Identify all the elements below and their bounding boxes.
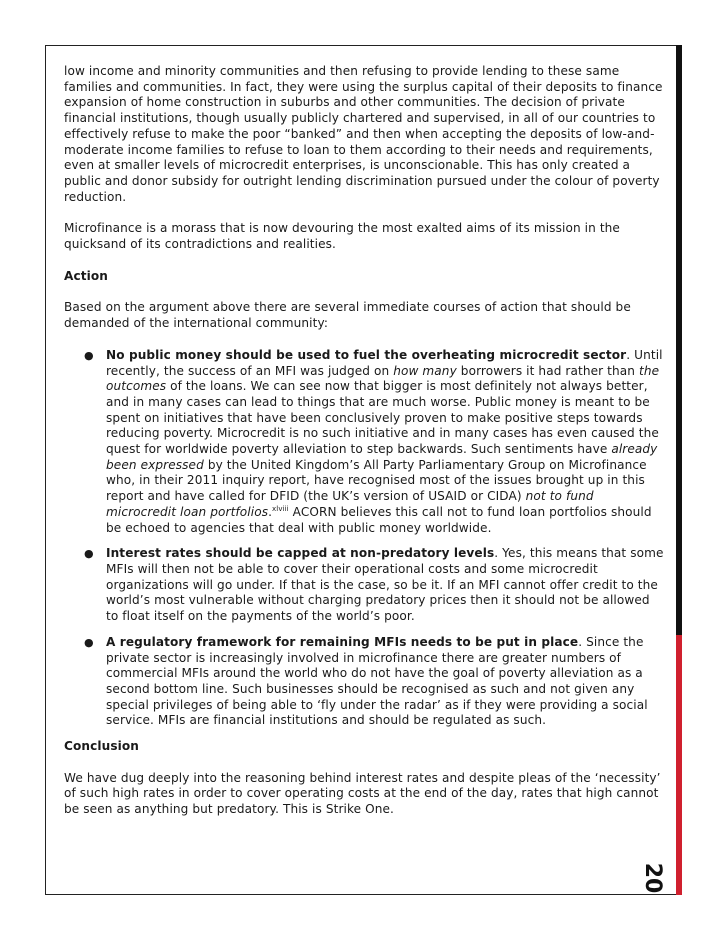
paragraph-conclusion: We have dug deeply into the reasoning behind interest rates and despite pleas of the ‘necessity’ of such high rates in order to cover operating costs at the end of the day, rates that high cannot be seen as anything but predatory. This is Strike One. — [64, 770, 661, 817]
document-body — [64, 64, 664, 834]
bullet-lead: A regulatory framework for remaining MFIs needs to be put in place — [106, 634, 579, 649]
page-number: 20 — [640, 862, 666, 894]
paragraph-courses-of-action: Based on the argument above there are several immediate courses of action that should be demanded of the international community: — [64, 300, 631, 331]
action-list — [64, 348, 664, 729]
bullet-icon: ● — [84, 635, 94, 649]
list-item-regulatory-framework: ● A regulatory framework for remaining MFIs needs to be put in place. Since the private sector is increasingly involved in microfinance there are greater numbers of commercial MFIs around the world who do not have the goal of poverty alleviation as a second bottom line. Such businesses should be recognised as such and not given any special privileges of being able to ‘fly under the radar’ as if they were providing a social service. MFIs are financial institutions and should be regulated as such. — [84, 634, 648, 728]
bullet-lead: No public money should be used to fuel the overheating microcredit sector — [106, 347, 627, 362]
list-item-interest-rates: ● Interest rates should be capped at non-predatory levels. Yes, this means that some MFIs will then not be able to cover their operational costs and some microcredit organizations will go under. If that is the case, so be it. If an MFI cannot offer credit to the world’s most vulnerable without charging predatory prices then it should not be allowed to float itself on the payments of the world’s poor. — [84, 546, 664, 624]
footnote-reference: xlviii — [272, 504, 289, 513]
bullet-icon: ● — [84, 547, 94, 561]
heading-conclusion: Conclusion — [64, 739, 139, 754]
bullet-lead: Interest rates should be capped at non-predatory levels — [106, 546, 495, 561]
side-bar-red — [676, 635, 682, 895]
heading-action: Action — [64, 268, 108, 283]
side-bar-black — [676, 45, 682, 635]
paragraph-lending-discrimination: low income and minority communities and then refusing to provide lending to these same families and communities. In fact, they were using the surplus capital of their deposits to finance expansion of home construction in suburbs and other communities. The decision of private financial institutions, though usually publicly chartered and supervised, in all of our countries to effectively refuse to make the poor “banked” and then when accepting the deposits of low-and-moderate income families to refuse to loan to them according to their needs and requirements, even at smaller levels of microcredit enterprises, is unconscionable. This has only created a public and donor subsidy for outright lending discrimination pursued under the colour of poverty reduction. — [64, 64, 663, 204]
bullet-icon: ● — [84, 348, 94, 362]
paragraph-morass: Microfinance is a morass that is now devouring the most exalted aims of its mission in the quicksand of its contradictions and realities. — [64, 221, 620, 252]
list-item-public-money: ● No public money should be used to fuel the overheating microcredit sector. Until recently, the success of an MFI was judged on how many borrowers it had rather than the outcomes of the loans. We can see now that bigger is most definitely not always better, and in many cases can lead to things that are much worse. Public money is meant to be spent on initiatives that have been conclusively proven to make positive steps towards reducing poverty. Microcredit is no such initiative and in many cases has even caused the quest for worldwide poverty alleviation to step backwards. Such sentiments have already been expressed by the United Kingdom’s All Party Parliamentary Group on Microfinance who, in their 2011 inquiry report, have recognised most of the issues brought up in this report and have called for DFID (the UK’s version of USAID or CIDA) not to fund microcredit loan portfolios.$^{xlviii}$ ACORN believes this call not to fund loan portfolios should be echoed to agencies that deal with public money worldwide. — [84, 347, 663, 535]
